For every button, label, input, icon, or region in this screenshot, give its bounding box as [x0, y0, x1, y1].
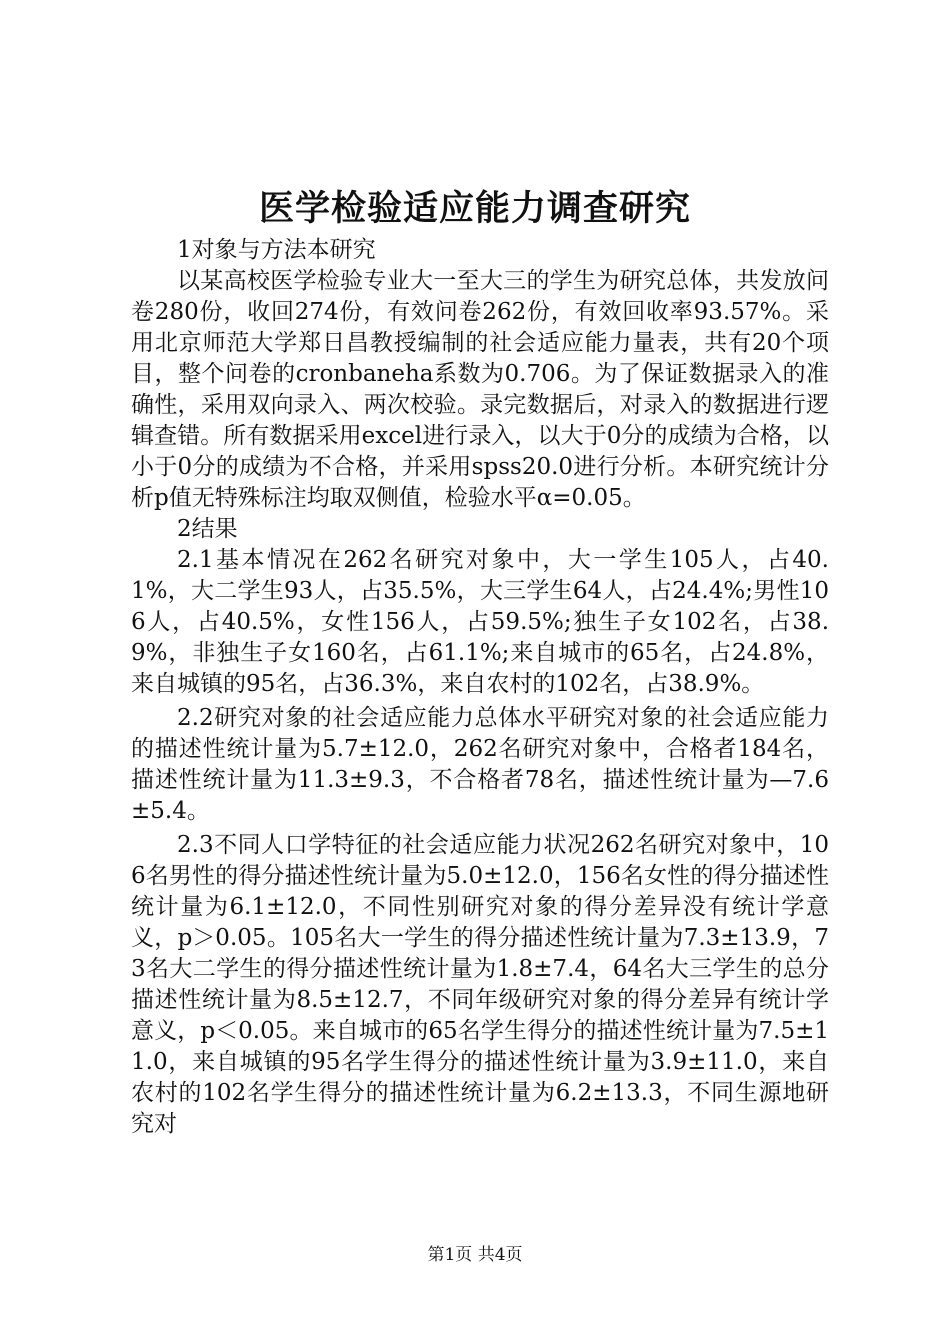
paragraph-methods: 以某高校医学检验专业大一至大三的学生为研究总体，共发放问卷280份，收回274份，有效问卷262份，有效回收率93.57%。采用北京师范大学郑日昌教授编制的社会适应能力量表，共有20个项目，整个问卷的cronbaneha系数为0.706。为了保证数据录入的准确性，采用双向录入、两次校验。录完数据后，对录入的数据进行逻辑查错。所有数据采用excel进行录入，以大于0分的成绩为合格，以小于0分的成绩为不合格，并采用spss20.0进行分析。本研究统计分析p值无特殊标注均取双侧值，检验水平α=0.05。 — [131, 268, 829, 511]
page-footer: 第1页 共4页 — [427, 1245, 523, 1265]
section-heading-results: 2结果 — [177, 516, 238, 542]
paragraph-overall-level: 2.2研究对象的社会适应能力总体水平研究对象的社会适应能力的描述性统计量为5.7±12.0，262名研究对象中，合格者184名，描述性统计量为11.3±9.3，不合格者78名，描述性统计量为—7.6±5.4。 — [131, 705, 829, 824]
section-heading-methods: 1对象与方法本研究 — [177, 237, 376, 263]
paragraph-demographics: 2.3不同人口学特征的社会适应能力状况262名研究对象中，106名男性的得分描述性统计量为5.0±12.0，156名女性的得分描述性统计量为6.1±12.0，不同性别研究对象的得分差异没有统计学意义，p＞0.05。105名大一学生的得分描述性统计量为7.3±13.9，73名大二学生的得分描述性统计量为1.8±7.4，64名大三学生的总分描述性统计量为8.5±12.7，不同年级研究对象的得分差异有统计学意义，p＜0.05。来自城市的65名学生得分的描述性统计量为7.5±11.0，来自城镇的95名学生得分的描述性统计量为3.9±11.0，来自农村的102名学生得分的描述性统计量为6.2±13.3，不同生源地研究对 — [131, 832, 829, 1137]
document-body — [131, 235, 829, 1140]
document-title: 医学检验适应能力调查研究 — [258, 189, 691, 229]
paragraph-basic-info: 2.1基本情况在262名研究对象中，大一学生105人，占40.1%，大二学生93人，占35.5%，大三学生64人，占24.4%;男性106人，占40.5%，女性156人，占59.5%;独生子女102名，占38.9%，非独生子女160名，占61.1%;来自城市的65名，占24.8%，来自城镇的95名，占36.3%，来自农村的102名，占38.9%。 — [131, 547, 829, 697]
